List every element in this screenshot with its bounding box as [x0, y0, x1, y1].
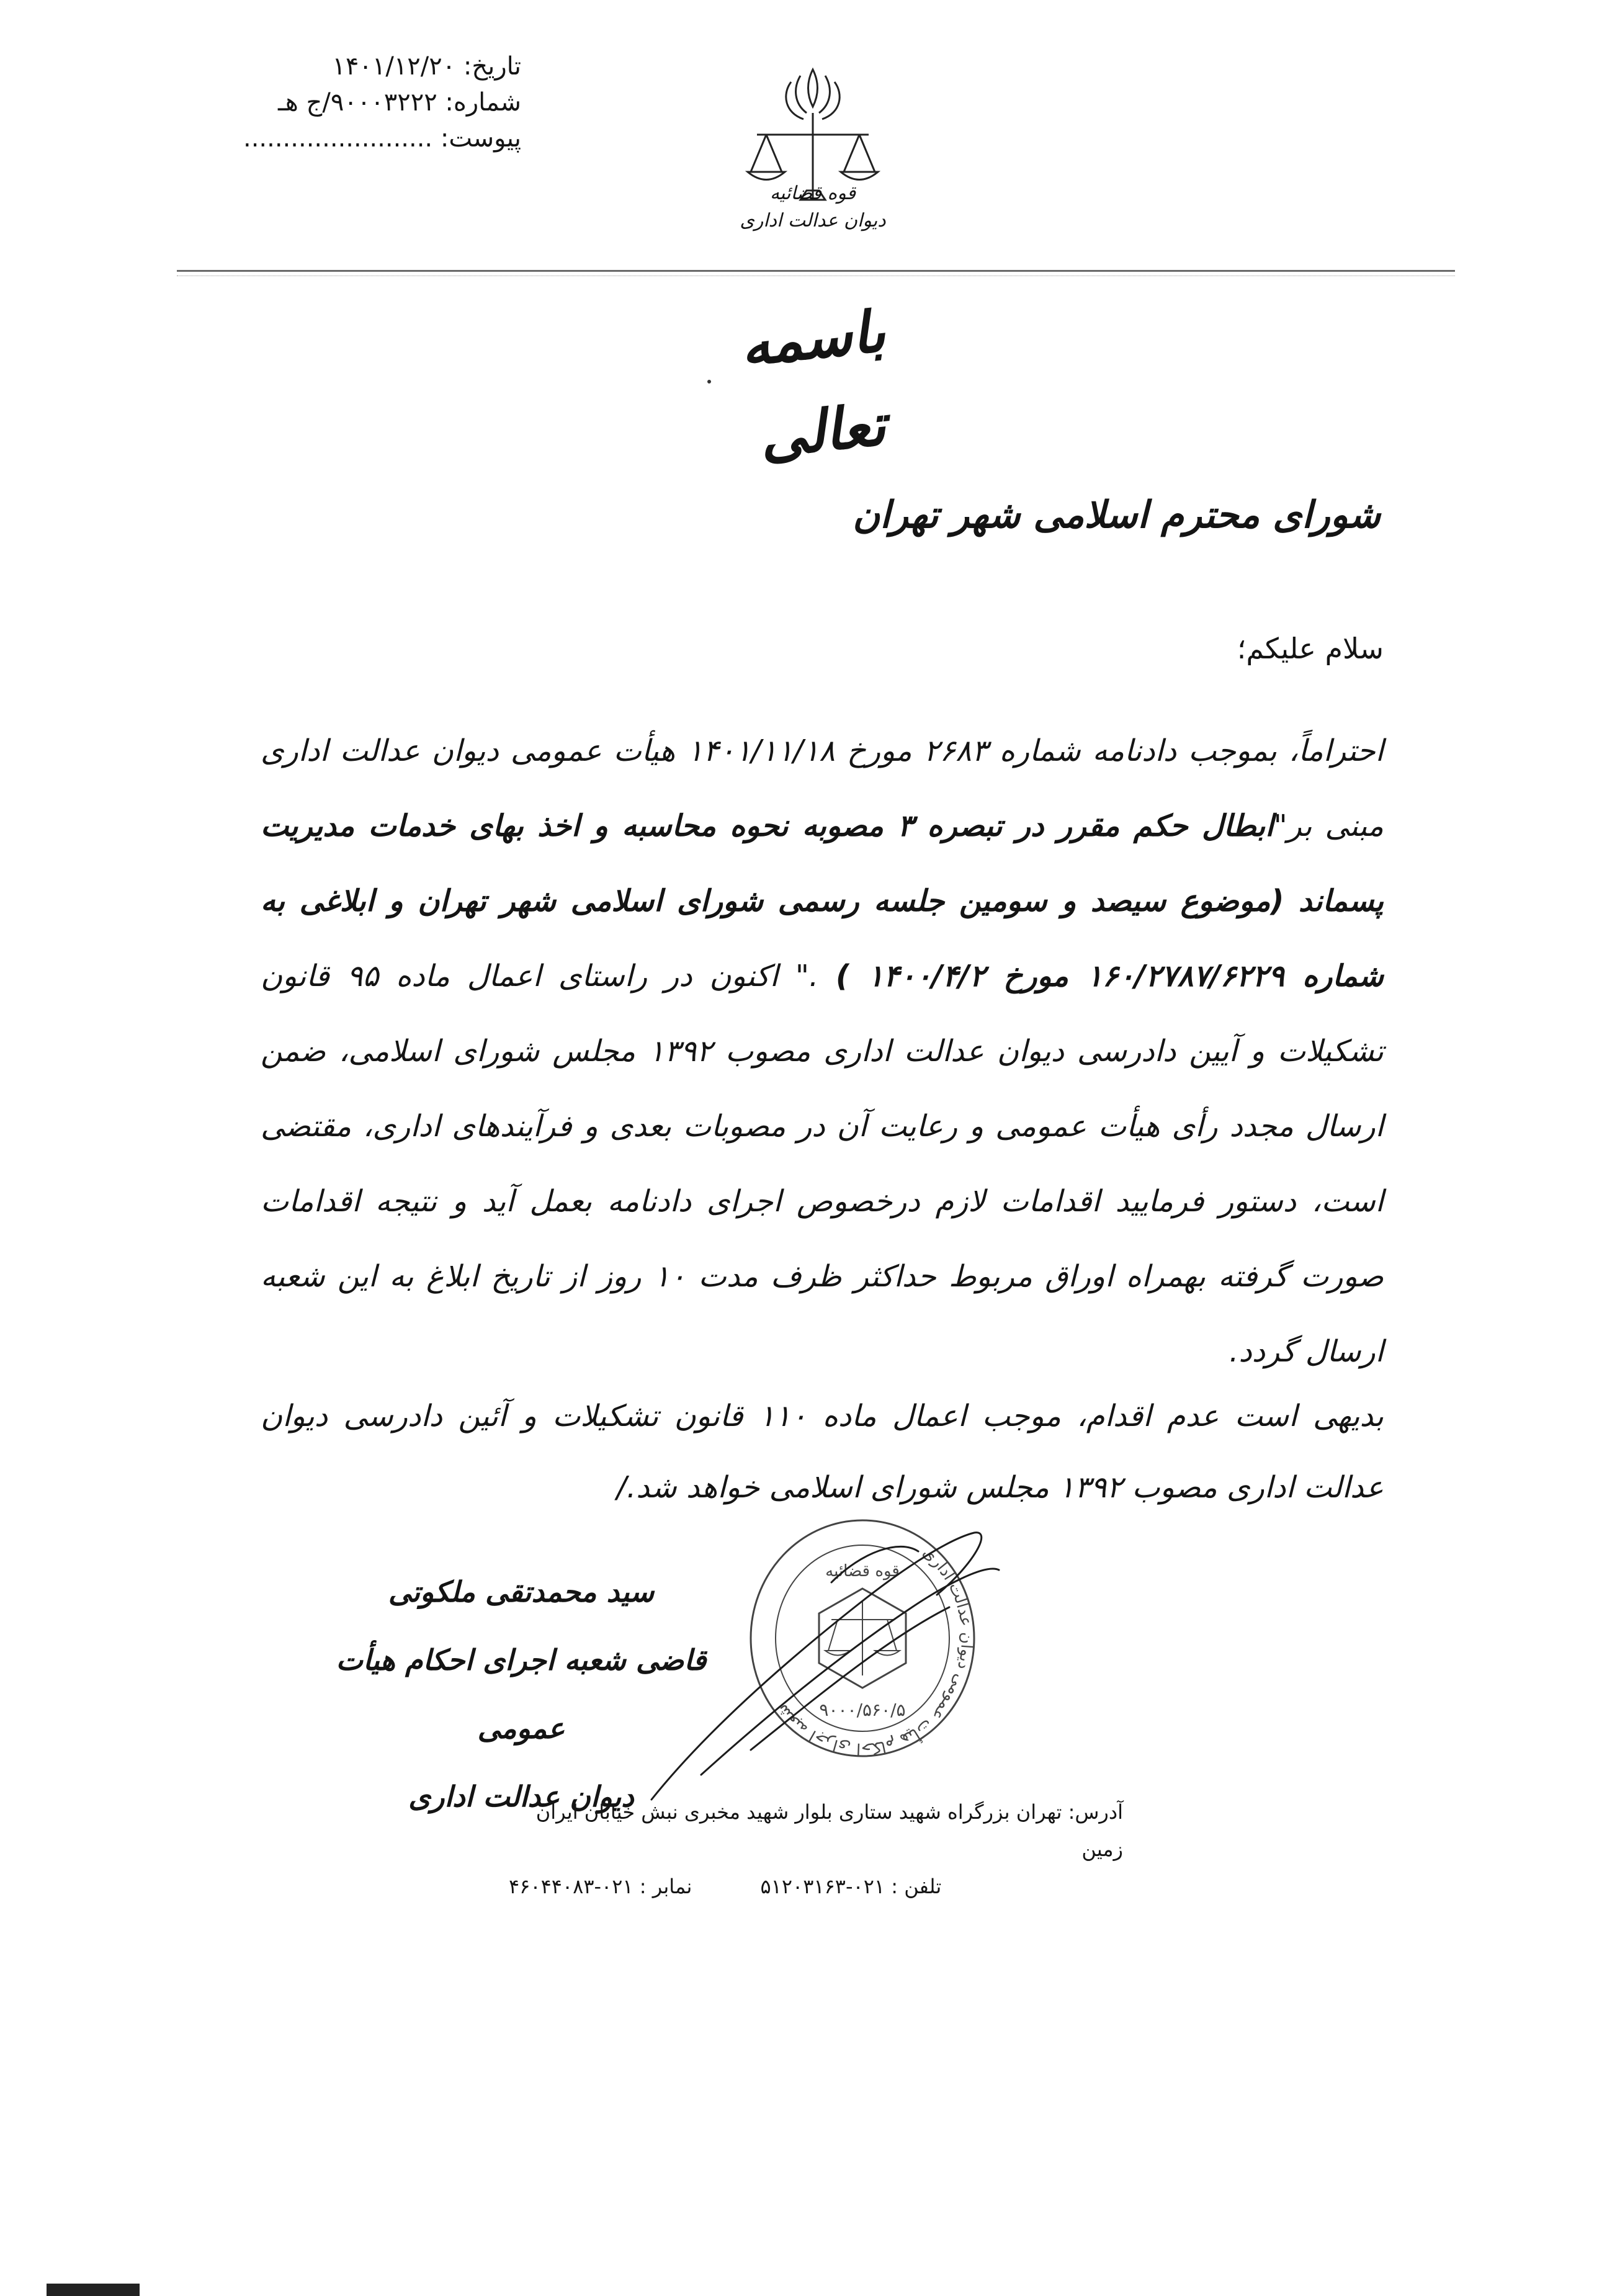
header-divider [177, 270, 1455, 272]
footer-address: آدرس: تهران بزرگراه شهید ستاری بلوار شهید مخبری نبش خیابان ایران زمین [535, 1800, 1123, 1861]
date-row [261, 48, 521, 84]
date-value: ۱۴۰۱/۱۲/۲۰ [332, 52, 456, 81]
invocation-calligraphy: باسمه تعالی [737, 297, 889, 471]
signer-name: سید محمدتقی ملکوتی [388, 1575, 655, 1608]
number-label: شماره: [445, 88, 521, 117]
seal-ring-text: شعبه اجرای احکام هیأت عمومی دیوان عدالت اداری [772, 1543, 976, 1759]
letter-footer [509, 1793, 1123, 1905]
number-value: ۹۰۰۰۳۲۲۲/ج هـ [278, 88, 437, 117]
emblem-line-judiciary: قوه قضائیه [769, 182, 856, 204]
number-row [261, 84, 521, 120]
attachment-value: ........................ [243, 124, 433, 153]
body-instructions: ." اکنون در راستای اعمال ماده ۹۵ قانون تشکیلات و آیین دادرسی دیوان عدالت اداری مصوب ۱۳۹۲ مجلس شورای اسلامی، ضمن ارسال مجدد رأی هیأت عمومی و رعایت آن در مصوبات بعدی و فرآیندهای اداری، مقتضی است، دستور فرمایید اقدامات لازم درخصوص اجرای دادنامه بعمل آید و نتیجه اقدامات صورت گرفته بهمراه اوراق مربوط حداکثر ظرف مدت ۱۰ روز از تاریخ ابلاغ به این شعبه ارسال گردد. [261, 959, 1384, 1369]
attachment-row [243, 120, 521, 156]
seal-number: ۹۰۰۰/۵۶۰/۵ [819, 1700, 906, 1720]
emblem-caption [701, 180, 924, 235]
body-intro: احتراماً، بموجب دادنامه شماره ۲۶۸۳ مورخ ۱۴۰۱/۱۱/۱۸ هیأت عمومی دیوان عدالت اداری مبنی بر" [261, 733, 1384, 843]
signer-title: قاضی شعبه اجرای احکام هیأت عمومی [336, 1643, 707, 1745]
letter-closing: بدیهی است عدم اقدام، موجب اعمال ماده ۱۱۰ قانون تشکیلات و آئین دادرسی دیوان عدالت اداری مصوب ۱۳۹۲ مجلس شورای اسلامی خواهد شد./ [261, 1399, 1384, 1505]
ink-dot [707, 380, 711, 383]
footer-contacts [509, 1868, 1123, 1905]
date-label: تاریخ: [463, 52, 521, 81]
scan-edge-mark [47, 2284, 140, 2296]
emblem-line-court: دیوان عدالت اداری [740, 210, 886, 231]
handwritten-signature [627, 1514, 1011, 1812]
signer-org: دیوان عدالت اداری [408, 1780, 634, 1813]
letter-meta [243, 48, 521, 156]
addressee: شورای محترم اسلامی شهر تهران [853, 493, 1381, 537]
seal-top-text: قوه قضائیه [825, 1562, 900, 1581]
footer-phone: تلفن : ۰۲۱-۵۱۲۰۳۱۶۳ [760, 1875, 942, 1898]
greeting: سلام علیکم؛ [1237, 632, 1384, 665]
body-ruling-quote: ابطال حکم مقرر در تبصره ۳ مصوبه نحوه محاسبه و اخذ بهای خدمات مدیریت پسماند (موضوع سیصد و سومین جلسه رسمی شورای اسلامی شهر تهران و ابلاغی به شماره ۱۶۰/۲۷۸۷/۶۲۲۹ مورخ ۱۴۰۰/۴/۲ ) [261, 809, 1384, 993]
attachment-label: پیوست: [440, 124, 521, 153]
footer-fax: نمابر : ۰۲۱-۴۶۰۴۴۰۸۳ [509, 1875, 692, 1898]
letter-body [261, 714, 1384, 1389]
